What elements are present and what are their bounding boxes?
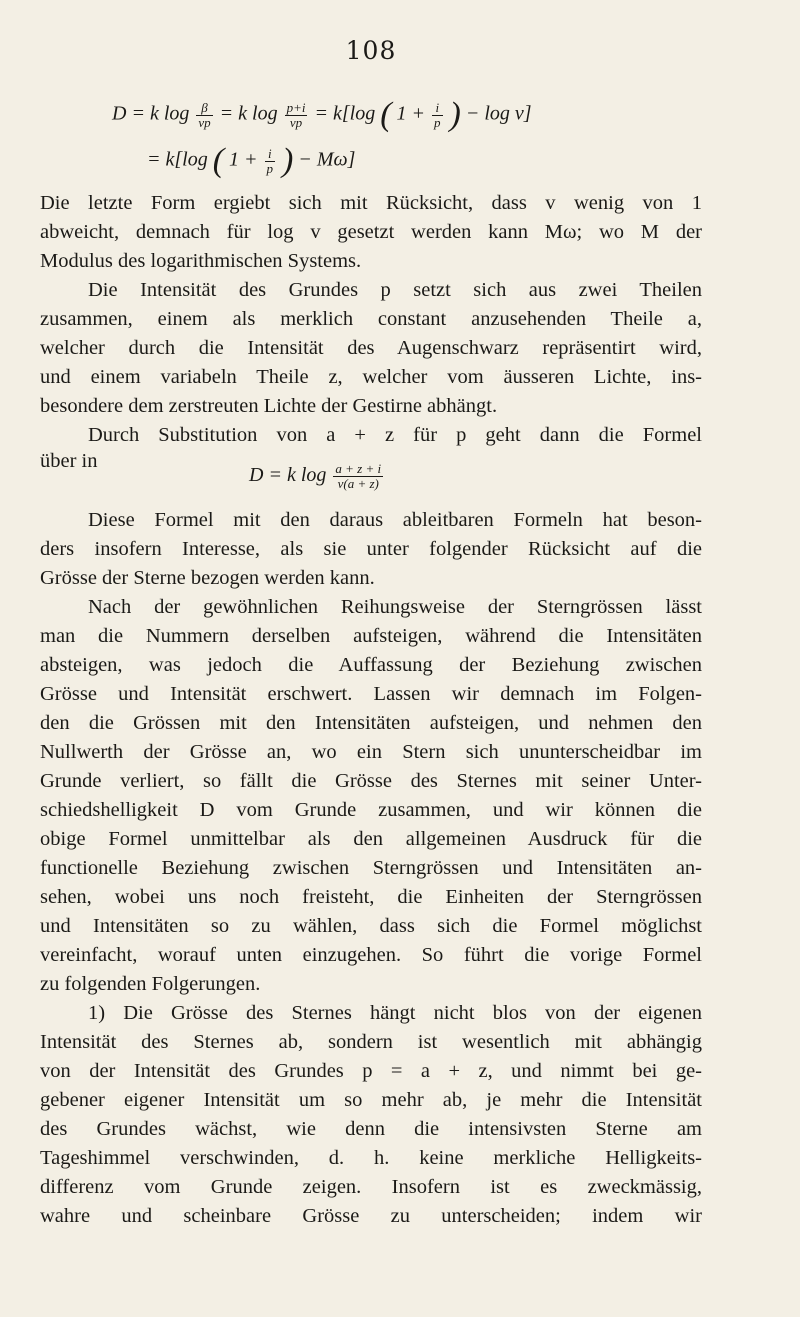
- text-line: vereinfacht, worauf unten einzugehen. So führt die vorige Formel: [40, 944, 702, 966]
- formula-1-frac-3: [432, 101, 443, 130]
- formula-1-frac-3-num: i: [432, 101, 443, 116]
- formula-1-mid-2: = k[log: [314, 102, 376, 125]
- formula-1-frac-2-den: vp: [289, 114, 303, 130]
- text-line: gebener eigener Intensität um so mehr ab, je mehr die Intensität: [40, 1089, 702, 1111]
- formula-3-lhs: D = k log: [249, 464, 327, 487]
- formula-1-frac-2-num: p+i: [286, 99, 306, 115]
- formula-1-open-paren: (: [380, 96, 392, 133]
- formula-2-frac-num: i: [265, 147, 276, 162]
- formula-1-lhs: D = k log: [112, 102, 190, 125]
- formula-2-lhs: = k[log: [147, 148, 208, 171]
- text-line: 1) Die Grösse des Sternes hängt nicht blos von der eigenen: [88, 1002, 702, 1024]
- text-line: und Intensitäten so zu wählen, dass sich die Formel möglichst: [40, 915, 702, 937]
- formula-3-frac: [333, 462, 383, 491]
- text-line: ders insofern Interesse, als sie unter folgender Rücksicht auf die: [40, 538, 702, 560]
- text-line: Die Intensität des Grundes p setzt sich aus zwei Theilen: [88, 279, 702, 301]
- formula-1-frac-1-den: vp: [198, 114, 211, 130]
- text-line: sehen, wobei uns noch freisteht, die Einheiten der Sterngrössen: [40, 886, 702, 908]
- text-line: Grösse der Sterne bezogen werden kann.: [40, 567, 375, 589]
- text-line: den die Grössen mit den Intensitäten aufsteigen, und nehmen den: [40, 712, 702, 734]
- text-line: zu folgenden Folgerungen.: [40, 973, 261, 995]
- formula-2-inner: 1 +: [229, 148, 258, 171]
- book-page: [40, 0, 702, 1317]
- formula-1-frac-2: [285, 101, 308, 130]
- text-line: obige Formel unmittelbar als den allgemeinen Ausdruck für die: [40, 828, 702, 850]
- text-line: welcher durch die Intensität des Augenschwarz repräsentirt wird,: [40, 337, 702, 359]
- text-line: wahre und scheinbare Grösse zu unterscheiden; indem wir: [40, 1205, 702, 1227]
- text-line: Grösse und Intensität erschwert. Lassen wir demnach im Folgen-: [40, 683, 702, 705]
- formula-3-frac-den: v(a + z): [337, 476, 379, 491]
- text-line: Durch Substitution von a + z für p geht dann die Formel: [88, 424, 702, 446]
- text-block-2: [40, 506, 702, 1231]
- formula-2: [147, 142, 355, 180]
- text-line: zusammen, einem als merklich constant anzusehenden Theile a,: [40, 308, 702, 330]
- formula-1-tail: − log v]: [465, 102, 532, 125]
- text-line: Diese Formel mit den daraus ableitbaren Formeln hat beson-: [88, 509, 702, 531]
- formula-2-frac: [265, 147, 276, 176]
- text-line: abweicht, demnach für log v gesetzt werden kann Mω; wo M der: [40, 221, 702, 243]
- formula-2-tail: − Mω]: [298, 148, 356, 171]
- text-line: man die Nummern derselben aufsteigen, während die Intensitäten: [40, 625, 702, 647]
- formula-1-frac-1-num: β: [196, 101, 212, 116]
- text-line: Nach der gewöhnlichen Reihungsweise der Sterngrössen lässt: [88, 596, 702, 618]
- formula-3-frac-num: a + z + i: [335, 461, 382, 476]
- formula-1-mid-1: = k log: [219, 102, 278, 125]
- formula-1-frac-3-den: p: [434, 114, 441, 130]
- text-line: über in: [40, 450, 98, 472]
- formula-1-frac-1: [196, 101, 212, 130]
- text-line: von der Intensität des Grundes p = a + z, und nimmt bei ge-: [40, 1060, 702, 1082]
- text-line: besondere dem zerstreuten Lichte der Gestirne abhängt.: [40, 395, 498, 417]
- page-number: 108: [345, 36, 397, 65]
- text-line: des Grundes wächst, wie denn die intensivsten Sterne am: [40, 1118, 702, 1140]
- text-line: absteigen, was jedoch die Auffassung der Beziehung zwischen: [40, 654, 702, 676]
- text-line: functionelle Beziehung zwischen Sterngrössen und Intensitäten an-: [40, 857, 702, 879]
- text-line: Tageshimmel verschwinden, d. h. keine merkliche Helligkeits-: [40, 1147, 702, 1169]
- formula-1-close-paren: ): [449, 96, 461, 133]
- formula-1: [112, 96, 532, 134]
- formula-2-close-paren: ): [282, 142, 294, 179]
- text-line: Grunde verliert, so fällt die Grösse des Sternes mit seiner Unter-: [40, 770, 702, 792]
- text-line: schiedshelligkeit D vom Grunde zusammen, und wir können die: [40, 799, 702, 821]
- text-block-1: [40, 189, 702, 472]
- formula-2-open-paren: (: [212, 142, 225, 179]
- text-line: Die letzte Form ergiebt sich mit Rücksicht, dass v wenig von 1: [40, 192, 702, 214]
- text-line: Intensität des Sternes ab, sondern ist wesentlich mit abhängig: [40, 1031, 702, 1053]
- formula-2-frac-den: p: [266, 160, 274, 176]
- text-line: und einem variabeln Theile z, welcher vom äusseren Lichte, ins-: [40, 366, 702, 388]
- text-line: Nullwerth der Grösse an, wo ein Stern sich ununterscheidbar im: [40, 741, 702, 763]
- formula-1-inner: 1 +: [396, 102, 426, 125]
- text-line: Modulus des logarithmischen Systems.: [40, 250, 362, 272]
- formula-3: [249, 462, 385, 491]
- text-line: differenz vom Grunde zeigen. Insofern ist es zweckmässig,: [40, 1176, 702, 1198]
